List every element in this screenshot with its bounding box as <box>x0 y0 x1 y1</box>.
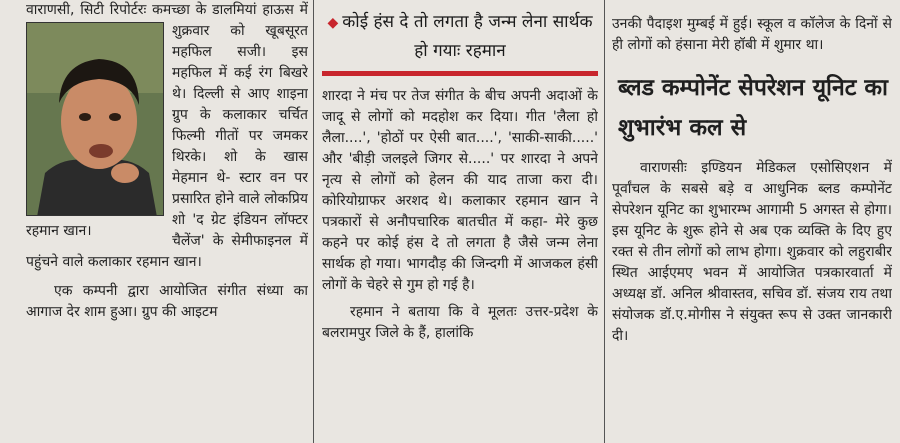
portrait-illustration <box>27 23 164 216</box>
body-paragraph-2: रहमान ने बताया कि वे मूलतः उत्तर-प्रदेश के बलरामपुर जिले के हैं, हालांकि <box>322 304 598 341</box>
photo-caption: रहमान खान। <box>26 223 92 239</box>
column-left <box>26 0 308 443</box>
diamond-bullet-icon: ◆ <box>327 15 339 31</box>
paragraph-2: एक कम्पनी द्वारा आयोजित संगीत संध्या का आगाज देर शाम हुआ। ग्रुप की आइटम <box>26 283 308 320</box>
news-headline: ब्लड कम्पोनेंट सेपरेशन यूनिट का शुभारंभ कल से <box>618 75 888 141</box>
continued-paragraph: उनकी पैदाइश मुम्बई में हुई। स्कूल व कॉलेज के दिनों से ही लोगों को हंसाना मेरी हॉबी में शुमार था। <box>612 16 892 53</box>
intro-paragraph: वाराणसी, सिटी रिपोर्टरः कमच्छा के डालमियां हाऊस में शुक्रवार को खूबसूरत महफिल सजी। इस महफिल में कई रंग बिखरे थे। दिल्ली से आए शाइना ग्रुप के कलाकार चर्चित फिल्मी गीतों पर जमकर थिरके। शो के खास मेहमान थे- स्टार वन पर प्रसारित होने वाले लोकप्रिय शो 'द ग्रेट इंडियन लॉफ्टर चैलेंज' के सेमीफाइनल में पहुंचने वाले कलाकार रहमान खान। <box>26 2 308 270</box>
headline-red-rule <box>322 71 598 76</box>
column-right <box>612 0 892 443</box>
headline-text: कोई हंस दे तो लगता है जन्म लेना सार्थक हो गयाः रहमान <box>342 12 593 61</box>
news-paragraph: वाराणसीः इण्डियन मेडिकल एसोसिएशन में पूर्वांचल के सबसे बड़े व आधुनिक ब्लड कम्पोनेंट सेपरेशन यूनिट का शुभारम्भ आगामी 5 अगस्त से होगा। इस यूनिट के शुरू होने से अब एक व्यक्ति के दिए हुए रक्त से तीन लोगों को लाभ होगा। शुक्रवार को लहुराबीर स्थित आईएमए भवन में आयोजित पत्रकारवार्ता में अध्यक्ष डॉ. अनिल श्रीवास्तव, सचिव डॉ. संजय राय तथा संयोजक डॉ.ए.मोगीस ने संयुक्त रूप से उक्त जानकारी दी। <box>612 160 892 344</box>
column-rule-2 <box>604 0 605 443</box>
body-paragraph-1: शारदा ने मंच पर तेज संगीत के बीच अपनी अदाओं के जादू से लोगों को मदहोश कर दिया। गीत 'लैला हो लैला....', 'होठों पर ऐसी बात....', 'साकी-साकी.....' और 'बीड़ी जलइले जिगर से.....' पर शारदा ने अपने नृत्य से लोगों को हेलन की याद ताजा करा दी। कोरियोग्राफर अरशद थे। कलाकार रहमान खान ने पत्रकारों से अनौपचारिक बातचीत में कहा- मेरे कुछ कहने पर कोई हंस दे तो लगता है जैसे जन्म लेना सार्थक हो गया। भागदौड़ की जिन्दगी में आजकल हंसी लोगों के चेहरे से गुम हो गई है। <box>322 88 598 293</box>
column-middle <box>322 0 598 443</box>
column-rule-1 <box>313 0 314 443</box>
article-headline <box>322 0 598 65</box>
photo-block <box>26 22 164 242</box>
portrait-photo <box>26 22 164 216</box>
